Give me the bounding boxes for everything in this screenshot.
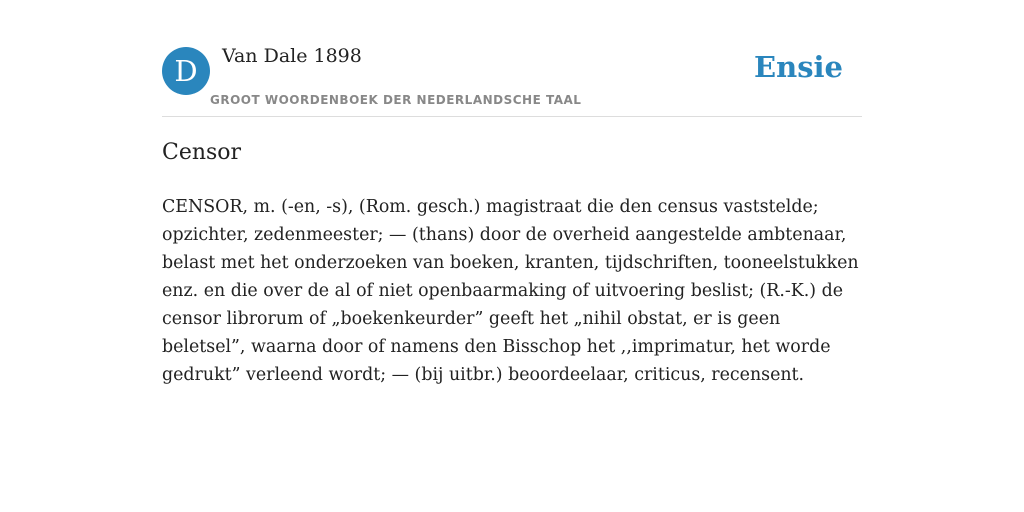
source-subtitle: GROOT WOORDENBOEK DER NEDERLANDSCHE TAAL <box>210 93 582 107</box>
entry-card <box>162 0 862 512</box>
entry-definition: CENSOR, m. (-en, -s), (Rom. gesch.) magistraat die den census vaststelde; opzichter, zedenmeester; — (thans) door de overheid aangestelde ambtenaar, belast met het onderzoeken van boeken, kranten, tijdschriften, tooneelstukken enz. en die over de al of niet openbaarmaking of uitvoering beslist; (R.-K.) de censor librorum of „boekenkeurder” geeft het „nihil obstat, er is geen beletsel”, waarna door of namens den Bisschop het ,,imprimatur, het worde gedrukt” verleend wordt; — (bij uitbr.) beoordeelaar, criticus, recensent. <box>162 197 859 385</box>
source-logo-icon[interactable]: D <box>162 47 210 95</box>
brand-logo[interactable]: Ensie <box>754 50 843 84</box>
source-header <box>162 0 862 117</box>
entry-title: Censor <box>162 140 242 165</box>
source-title[interactable]: Van Dale 1898 <box>222 45 362 67</box>
